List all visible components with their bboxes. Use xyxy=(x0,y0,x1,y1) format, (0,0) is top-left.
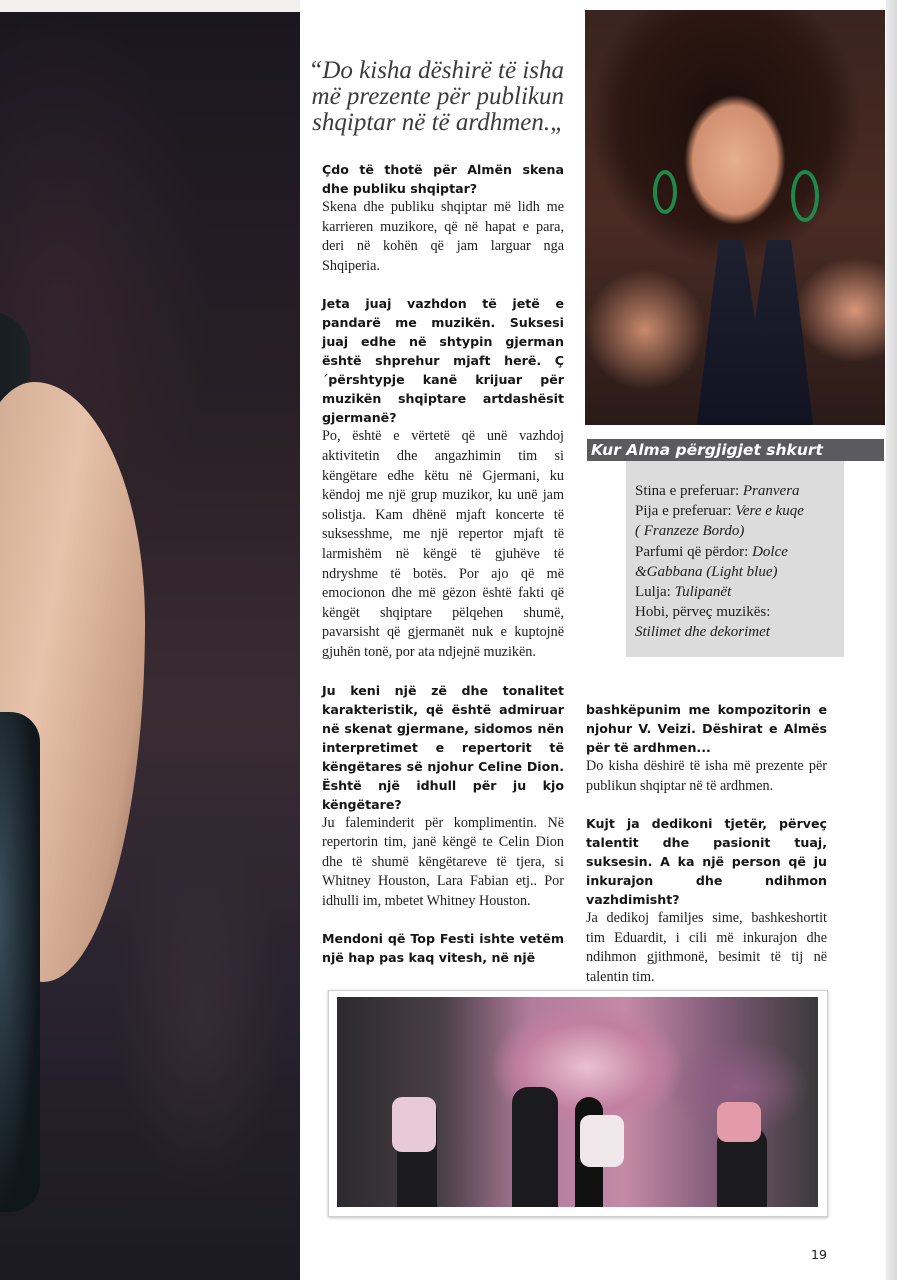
interview-question: Mendoni që Top Festi ishte vetëm një hap pas kaq vitesh, në një xyxy=(322,931,564,966)
paragraph-gap xyxy=(322,276,564,294)
info-label: Parfumi që përdor: xyxy=(635,543,753,560)
info-line xyxy=(635,542,844,562)
article-column-left xyxy=(322,160,564,967)
band-member-shirt xyxy=(392,1097,436,1152)
info-value: ( Franzeze Bordo) xyxy=(635,523,745,540)
info-value: Vere e kuqe xyxy=(735,503,804,520)
info-value: Pranvera xyxy=(742,483,800,499)
paragraph-gap xyxy=(322,663,564,681)
photo-dress-ruffle xyxy=(0,712,40,1212)
singer-portrait-photo xyxy=(585,10,885,425)
interview-answer: Ja dedikoj familjes sime, bashkeshortit tim Eduardit, i cili më inkurajon dhe ndihmon gjithmonë, besimit të tij në talentin tim. xyxy=(586,910,827,985)
info-line xyxy=(635,501,844,521)
interview-answer: Ju faleminderit për komplimentin. Në repertorin tim, janë këngë te Celin Dion dhe të shumë këngëtareve të tjera, si Whitney Houston, Lara Fabian etj.. Por idhulli im, mbetet Whitney Houston. xyxy=(322,814,564,909)
page-edge xyxy=(886,0,897,1280)
interview-question: Ju keni një zë dhe tonalitet karakteristik, që është admiruar në skenat gjermane, sidomos nën interpretimet e repertorit të këngëtares së njohur Celine Dion. Është një idhull për ju kjo këngëtare? xyxy=(322,682,564,812)
info-line xyxy=(635,602,844,622)
singer-full-length-photo xyxy=(0,12,300,1280)
info-line xyxy=(635,582,844,602)
interview-answer: Do kisha dëshirë të isha më prezente për publikun shqiptar në të ardhmen. xyxy=(586,758,827,794)
info-label: Pija e preferuar: xyxy=(635,503,736,520)
portrait-dress xyxy=(695,240,815,425)
page-number: 19 xyxy=(811,1247,827,1262)
paragraph-gap xyxy=(322,911,564,929)
band-performance-photo xyxy=(337,997,818,1207)
interview-answer: Skena dhe publiku shqiptar më lidh me karrieren muzikore, që në hapat e para, deri në kohën që jam larguar nga Shqiperia. xyxy=(322,199,564,274)
interview-question: Jeta juaj vazhdon të jetë e pandarë me muzikën. Suksesi juaj edhe në shtypin gjerman është shprehur mjaft herë. Ç´përshtypje kanë krijuar për muzikën shqiptare artdashësit gjermanë? xyxy=(322,296,564,426)
paragraph-gap xyxy=(586,796,827,814)
interview-question: Kujt ja dedikoni tjetër, përveç talentit dhe pasionit tuaj, suksesin. A ka një person që ju inkurajon dhe ndihmon vazhdimisht? xyxy=(586,816,827,908)
info-value: Tulipanët xyxy=(674,584,732,601)
info-label: Lulja: xyxy=(635,584,675,601)
interview-answer: Po, është e vërtetë që unë vazhdoj aktivitetin dhe angazhimin tim si këngëtare edhe këtu në Gjermani, ku këndoj me një grup muzikor, ku unë jam solistja. Kam dhënë mjaft koncerte të suksesshme, me një repertor mjaft të larmishëm në këngë të gjuhëve të ndryshme të botës. Por ajo që më emocionon dhe më gëzon është fakti që këngët shqiptare pëlqehen shumë, pavarsisht që gjermanët nuk e kuptojnë gjuhën tonë, por ata ndjejnë muzikën. xyxy=(322,428,564,660)
band-member-shirt xyxy=(580,1115,624,1167)
info-line xyxy=(635,622,844,642)
info-label: Hobi, përveç muzikës: xyxy=(635,604,771,621)
info-label: Stina e preferuar: xyxy=(635,483,743,499)
info-line xyxy=(635,481,844,501)
info-value: Stilimet dhe dekorimet xyxy=(635,624,770,641)
interview-question: Çdo të thotë për Almën skena dhe publiku shqiptar? xyxy=(322,162,564,196)
info-line xyxy=(635,562,844,582)
info-value: Dolce xyxy=(752,543,788,560)
pull-quote: “Do kisha dëshirë të isha më prezente për publikun shqiptar në të ardhmen.„ xyxy=(308,57,564,136)
interview-question: bashkëpunim me kompozitorin e njohur V. Veizi. Dëshirat e Almës për të ardhmen... xyxy=(586,702,827,755)
info-value: &Gabbana (Light blue) xyxy=(635,563,778,580)
article-column-right xyxy=(586,700,827,988)
info-box xyxy=(626,461,844,657)
earring-icon xyxy=(791,170,819,222)
info-box-title: Kur Alma përgjigjet shkurt xyxy=(587,439,884,461)
band-member xyxy=(512,1087,558,1207)
info-line xyxy=(635,521,844,541)
band-member-shirt xyxy=(717,1102,761,1142)
earring-icon xyxy=(653,170,677,214)
